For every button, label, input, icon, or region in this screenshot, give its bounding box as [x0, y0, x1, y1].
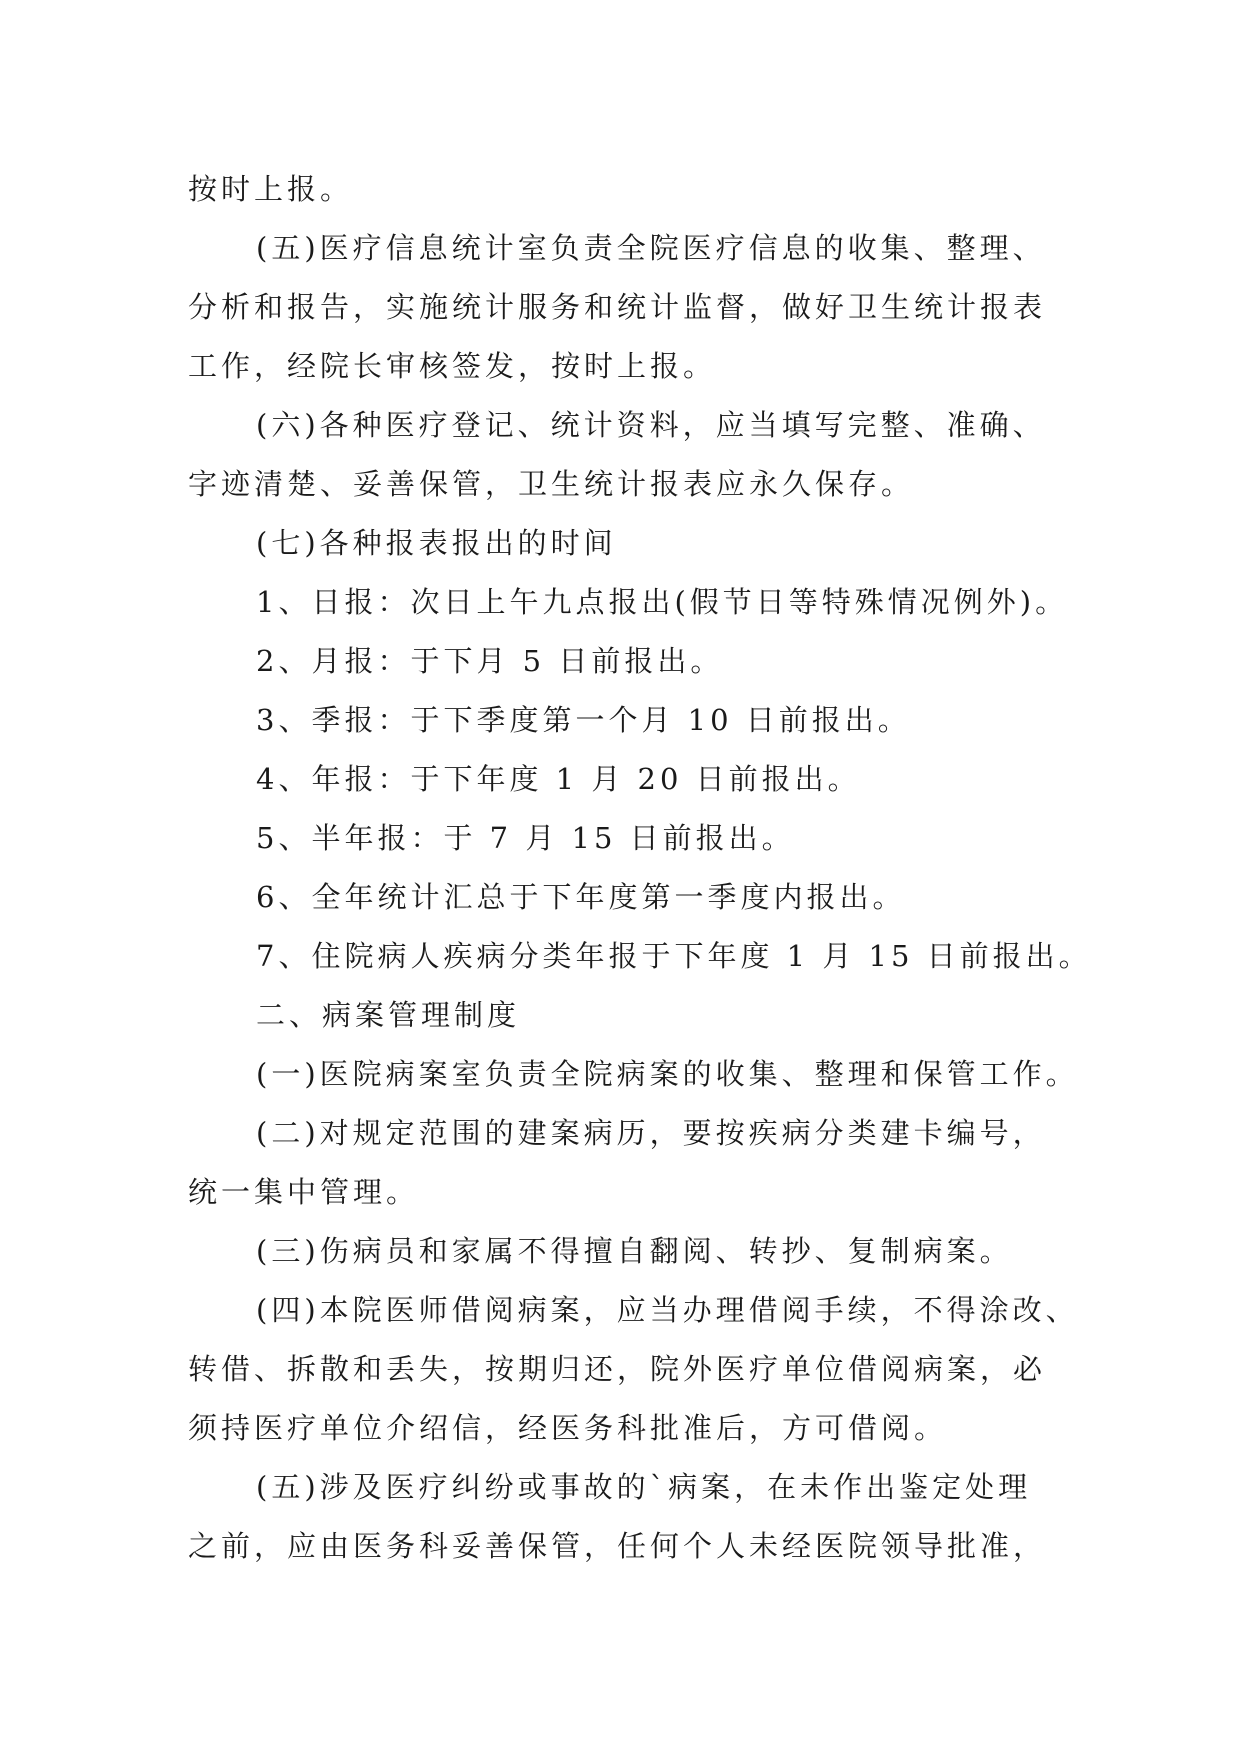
text-line: 2、月报：于下月 5 日前报出。: [256, 644, 724, 678]
text-line: (七)各种报表报出的时间: [256, 526, 617, 560]
text-line: (五)医疗信息统计室负责全院医疗信息的收集、整理、: [256, 231, 1046, 265]
text-line: 工作，经院长审核签发，按时上报。: [188, 349, 717, 383]
text-line: (四)本院医师借阅病案，应当办理借阅手续，不得涂改、: [256, 1293, 1079, 1327]
text-line: 二、病案管理制度: [256, 998, 521, 1032]
document-body: [188, 160, 1092, 1576]
text-line: (五)涉及医疗纠纷或事故的`病案，在未作出鉴定处理: [256, 1470, 1032, 1504]
text-line: 按时上报。: [188, 172, 354, 206]
text-line: 7、住院病人疾病分类年报于下年度 1 月 15 日前报出。: [256, 939, 1092, 973]
text-line: 1、日报：次日上午九点报出(假节日等特殊情况例外)。: [256, 585, 1069, 619]
text-line: 统一集中管理。: [188, 1175, 420, 1209]
text-line: 之前，应由医务科妥善保管，任何个人未经医院领导批准，: [188, 1529, 1047, 1563]
text-line: (三)伤病员和家属不得擅自翻阅、转抄、复制病案。: [256, 1234, 1013, 1268]
text-line: 字迹清楚、妥善保管，卫生统计报表应永久保存。: [188, 467, 915, 501]
text-line: (六)各种医疗登记、统计资料，应当填写完整、准确、: [256, 408, 1046, 442]
text-line: 6、全年统计汇总于下年度第一季度内报出。: [256, 880, 906, 914]
text-line: 4、年报：于下年度 1 月 20 日前报出。: [256, 762, 861, 796]
text-line: 转借、拆散和丢失，按期归还，院外医疗单位借阅病案，必: [188, 1352, 1047, 1386]
text-line: 须持医疗单位介绍信，经医务科批准后，方可借阅。: [188, 1411, 948, 1445]
text-line: 分析和报告，实施统计服务和统计监督，做好卫生统计报表: [188, 290, 1047, 324]
text-line: 5、半年报：于 7 月 15 日前报出。: [256, 821, 795, 855]
text-line: (一)医院病案室负责全院病案的收集、整理和保管工作。: [256, 1057, 1079, 1091]
text-line: 3、季报：于下季度第一个月 10 日前报出。: [256, 703, 911, 737]
text-line: (二)对规定范围的建案病历，要按疾病分类建卡编号，: [256, 1116, 1046, 1150]
